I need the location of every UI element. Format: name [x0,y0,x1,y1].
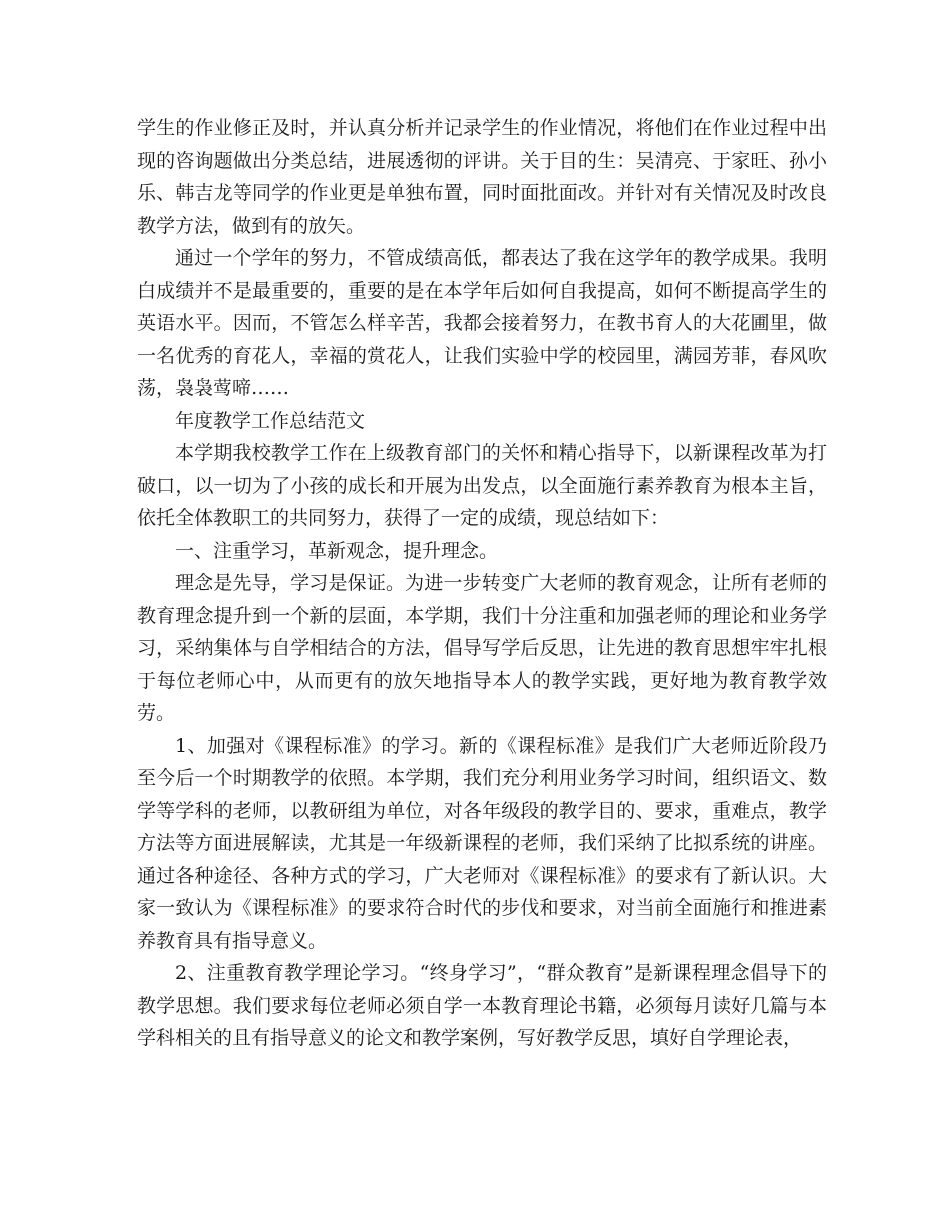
paragraph-2: 通过一个学年的努力，不管成绩高低，都表达了我在这学年的教学成果。我明白成绩并不是最重要的，重要的是在本学年后如何自我提高，如何不断提高学生的英语水平。因而，不管怎么样辛苦，我都会接着努力，在教书育人的大花圃里，做一名优秀的育花人，幸福的赏花人，让我们实验中学的校园里，满园芳菲，春风吹荡，袅袅莺啼…… [137,247,827,399]
document-body [137,112,827,1055]
paragraph-intro: 本学期我校教学工作在上级教育部门的关怀和精心指导下，以新课程改革为打破口，以一切为了小孩的成长和开展为出发点，以全面施行素养教育为根本主旨，依托全体教职工的共同努力，获得了一定的成绩，现总结如下： [137,442,827,529]
paragraph-1: 学生的作业修正及时，并认真分析并记录学生的作业情况，将他们在作业过程中出现的咨询题做出分类总结，进展透彻的评讲。关于目的生：吴清亮、于家旺、孙小乐、韩吉龙等同学的作业更是单独布置，同时面批面改。并针对有关情况及时改良教学方法，做到有的放矢。 [137,117,827,237]
section-title: 年度教学工作总结范文 [175,409,366,432]
paragraph-philosophy: 理念是先导，学习是保证。为进一步转变广大老师的教育观念，让所有老师的教育理念提升到一个新的层面，本学期，我们十分注重和加强老师的理论和业务学习，采纳集体与自学相结合的方法，倡导写学后反思，让先进的教育思想牢牢扎根于每位老师心中，从而更有的放矢地指导本人的教学实践，更好地为教育教学效劳。 [137,572,827,724]
paragraph-item-2: 2、注重教育教学理论学习。“终身学习”，“群众教育”是新课程理念倡导下的教学思想。我们要求每位老师必须自学一本教育理论书籍，必须每月读好几篇与本学科相关的且有指导意义的论文和教学案例，写好教学反思，填好自学理论表， [137,962,827,1049]
paragraph-item-1: 1、加强对《课程标准》的学习。新的《课程标准》是我们广大老师近阶段乃至今后一个时期教学的依照。本学期，我们充分利用业务学习时间，组织语文、数学等学科的老师，以教研组为单位，对各年级段的教学目的、要求，重难点，教学方法等方面进展解读，尤其是一年级新课程的老师，我们采纳了比拟系统的讲座。通过各种途径、各种方式的学习，广大老师对《课程标准》的要求有了新认识。大家一致认为《课程标准》的要求符合时代的步伐和要求，对当前全面施行和推进素养教育具有指导意义。 [137,734,827,952]
heading-1: 一、注重学习，革新观念，提升理念。 [175,539,499,562]
